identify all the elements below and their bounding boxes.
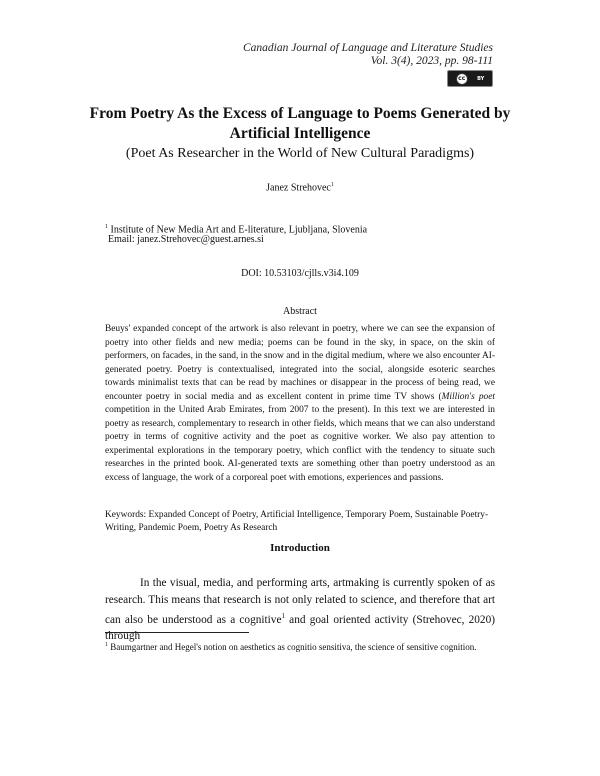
journal-name: Canadian Journal of Language and Literature Studies [242, 42, 493, 54]
journal-header [243, 42, 493, 68]
intro-paragraph [105, 575, 495, 645]
abstract-italic: Million's poet [441, 391, 495, 402]
cc-license-badge[interactable] [447, 70, 493, 87]
author-line [0, 182, 600, 193]
abstract-part-2: competition in the United Arab Emirates, from 2007 to the present). In this text we are interested in poetry as research, complementary to research in other fields, which means that we can also understand poetry in terms of cognitive activity and the poet as cognitive worker. We also pay attention to experimental explorations in the temporary poetry, which conflict with the tendency to situate such researches in the printed book. AI-generated texts are something other than poetry understood as an excess of language, the work of a corporeal poet with emotions, experiences and passions. [105, 405, 495, 483]
paper-title: From Poetry As the Excess of Language to Poems Generated by Artificial Intelligence [89, 105, 511, 142]
footnote-mark: 1 [105, 642, 108, 648]
introduction-heading: Introduction [270, 542, 330, 554]
intro-part-2: and goal oriented activity (Strehovec, 2020) through [105, 613, 495, 643]
author-email[interactable]: Email: janez.Strehovec@guest.arnes.si [108, 234, 264, 245]
keywords: Keywords: Expanded Concept of Poetry, Artificial Intelligence, Temporary Poem, Sustainable Poetry-Writing, Pandemic Poem, Poetry As Research [105, 510, 489, 533]
affiliation-text: Institute of New Media Art and E-literature, Ljubljana, Slovenia [108, 224, 368, 236]
author-name: Janez Strehovec [266, 182, 331, 194]
intro-part-1: In the visual, media, and performing arts, artmaking is currently spoken of as research. This means that research is not only related to science, and therefore that art can also be understood as a cognitive [105, 577, 495, 626]
paper-subtitle: (Poet As Researcher in the World of New Cultural Paradigms) [125, 146, 475, 161]
abstract-heading: Abstract [283, 306, 317, 317]
cc-logo-icon: cc [456, 73, 468, 85]
author-mark: 1 [330, 182, 334, 188]
footnote-text: Baumgartner and Hegel's notion on aesthetics as cognitio sensitiva, the science of sensitive cognition. [108, 642, 477, 652]
doi-link[interactable]: DOI: 10.53103/cjlls.v3i4.109 [241, 268, 359, 279]
introduction-text [105, 575, 495, 645]
footnote-ref[interactable]: 1 [281, 612, 285, 620]
footnote [105, 639, 495, 653]
footnote-divider [105, 632, 249, 633]
journal-issue: Vol. 3(4), 2023, pp. 98-111 [370, 55, 493, 67]
by-label: BY [477, 75, 485, 82]
abstract-text [105, 323, 495, 485]
abstract-part-1: Beuys' expanded concept of the artwork is also relevant in poetry, where we can see the expansion of poetry into other fields and new media; poems can be found in the sky, in space, on the skin of performers, on facades, in the sand, in the snow and in the digital medium, where we also encounter AI-generated poetry. Poetry is contextualised, integrated into the social, alongside esoteric searches towards minimalist texts that can be read by machines or disappear in the process of being read, we encounter poetry in social media and as excellent content in prime time TV shows ( [105, 324, 495, 402]
affiliation-mark: 1 [105, 224, 108, 230]
